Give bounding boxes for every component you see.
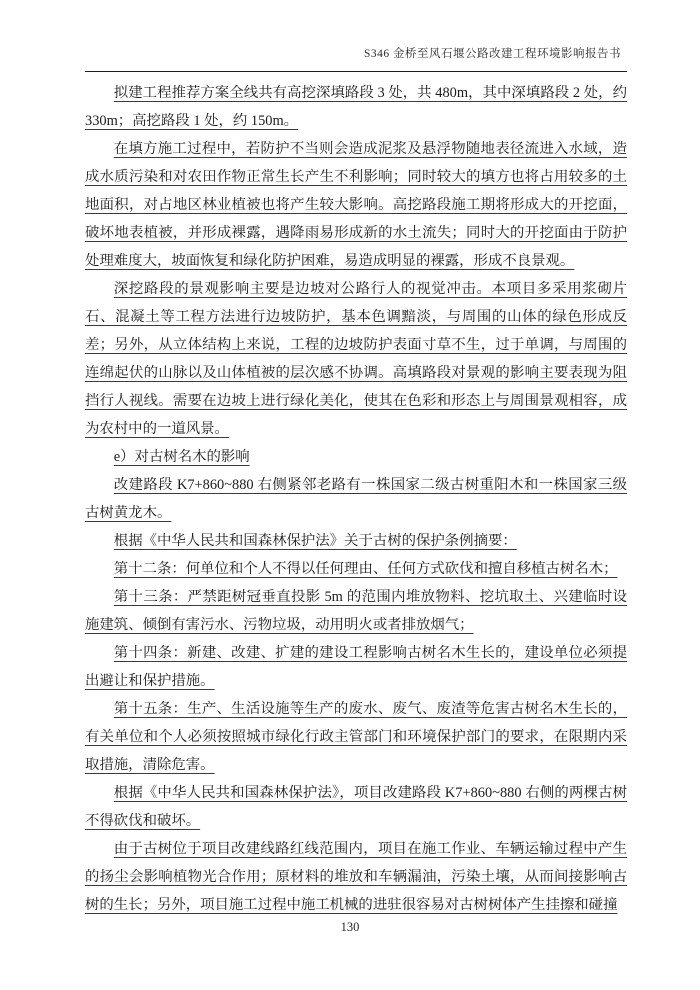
paragraph: 第十四条：新建、改建、扩建的建设工程影响古树名木生长的，建设单位必须提出避让和保护措施。	[85, 645, 627, 689]
document-body	[85, 79, 627, 919]
paragraph: 根据《中华人民共和国森林保护法》关于古树的保护条例摘要：	[113, 533, 517, 549]
paragraph: 拟建工程推荐方案全线共有高挖深填路段 3 处，共 480m，其中深填路段 2 处，约 330m；高挖路段 1 处，约 150m。	[85, 85, 627, 129]
paragraph: 在填方施工过程中，若防护不当则会造成泥浆及悬浮物随地表径流进入水域，造成水质污染和对农田作物正常生长产生不利影响；同时较大的填方也将占用较多的土地面积，对占地区林业植被也将产生较大影响。高挖路段施工期将形成大的开挖面，破坏地表植被，并形成裸露，遇降雨易形成新的水土流失；同时大的开挖面由于防护处理难度大，坡面恢复和绿化防护困难，易造成明显的裸露，形成不良景观。	[85, 141, 627, 269]
paragraph: 第十三条：严禁距树冠垂直投影 5m 的范围内堆放物料、挖坑取土、兴建临时设施建筑、倾倒有害污水、污物垃圾，动用明火或者排放烟气；	[85, 589, 627, 633]
page-content	[85, 46, 627, 919]
page-number: 130	[340, 920, 360, 934]
paragraph: 根据《中华人民共和国森林保护法》，项目改建路段 K7+860~880 右侧的两棵古树不得砍伐和破坏。	[85, 785, 627, 829]
report-header-title: S346 金桥至风石堰公路改建工程环境影响报告书	[363, 48, 621, 60]
paragraph: 第十二条：何单位和个人不得以任何理由、任何方式砍伐和擅自移植古树名木；	[113, 561, 618, 577]
paragraph: 改建路段 K7+860~880 右侧紧邻老路有一株国家二级古树重阳木和一株国家三级古树黄龙木。	[85, 477, 627, 521]
paragraph: e）对古树名木的影响	[113, 449, 250, 465]
header-divider	[85, 71, 627, 72]
paragraph: 深挖路段的景观影响主要是边坡对公路行人的视觉冲击。本项目多采用浆砌片石、混凝土等工程方法进行边坡防护，基本色调黯淡，与周围的山体的绿色形成反差；另外，从立体结构上来说，工程的边坡防护表面寸草不生，过于单调，与周围的连绵起伏的山脉以及山体植被的层次感不协调。高填路段对景观的影响主要表现为阻挡行人视线。需要在边坡上进行绿化美化，使其在色彩和形态上与周围景观相容，成为农村中的一道风景。	[85, 281, 627, 437]
paragraph: 第十五条：生产、生活设施等生产的废水、废气、废渣等危害古树名木生长的，有关单位和个人必须按照城市绿化行政主管部门和环境保护部门的要求，在限期内采取措施，清除危害。	[85, 701, 627, 773]
paragraph: 由于古树位于项目改建线路红线范围内，项目在施工作业、车辆运输过程中产生的扬尘会影响植物光合作用；原材料的堆放和车辆漏油，污染土壤，从而间接影响古树的生长；另外，项目施工过程中施工机械的进驻很容易对古树树体产生挂擦和碰撞	[85, 841, 627, 913]
